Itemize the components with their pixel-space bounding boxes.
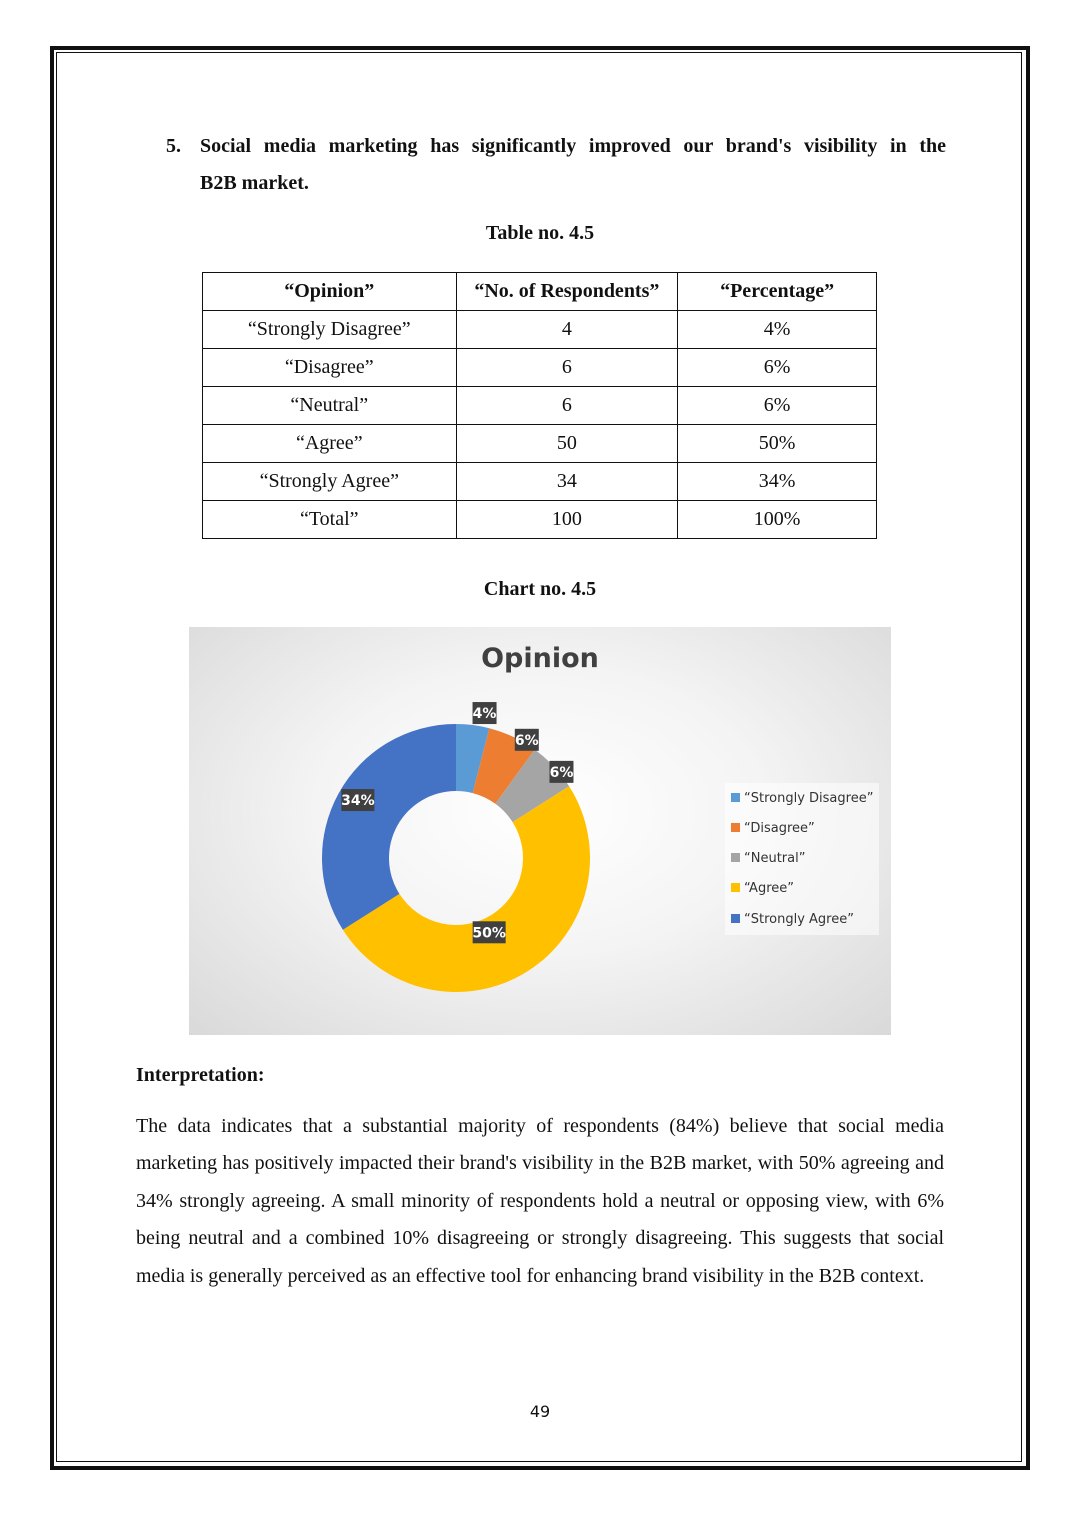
legend-swatch xyxy=(731,793,740,802)
doughnut-chart xyxy=(189,627,891,1035)
table-row xyxy=(203,501,877,539)
legend-item xyxy=(731,881,794,897)
table-row xyxy=(203,311,877,349)
legend-swatch xyxy=(731,823,740,832)
table-cell: 34 xyxy=(456,463,678,501)
data-label xyxy=(549,761,573,783)
table-header-cell: “Opinion” xyxy=(203,273,457,311)
table-cell: 6 xyxy=(456,387,678,425)
interpretation-body: The data indicates that a substantial majority of respondents (84%) believe that social media marketing has positively impacted their brand's visibility in the B2B market, with 50% agreeing and 34% strongly agreeing. A small minority of respondents hold a neutral or opposing view, with 6% being neutral and a combined 10% disagreeing or strongly disagreeing. This suggests that social media is generally perceived as an effective tool for enhancing brand visibility in the B2B context. xyxy=(136,1115,944,1287)
data-label xyxy=(515,729,539,751)
data-label-text: 6% xyxy=(514,732,539,749)
legend-label: “Agree” xyxy=(744,881,794,896)
table-header-cell: “Percentage” xyxy=(678,273,877,311)
data-label xyxy=(473,702,497,724)
legend-item xyxy=(731,851,805,867)
table-caption: Table no. 4.5 xyxy=(485,222,595,244)
page-number: 49 xyxy=(529,1402,551,1421)
table-cell: “Disagree” xyxy=(203,349,457,387)
table-cell: 100% xyxy=(678,501,877,539)
respondents-table xyxy=(202,272,877,539)
data-label-text: 34% xyxy=(341,793,375,810)
table-cell: “Strongly Agree” xyxy=(203,463,457,501)
legend-label: “Neutral” xyxy=(744,851,806,866)
table-cell: 100 xyxy=(456,501,678,539)
table-cell: 4 xyxy=(456,311,678,349)
table-row xyxy=(203,387,877,425)
table-header-row xyxy=(203,273,877,311)
table-cell: 6% xyxy=(678,387,877,425)
table-row xyxy=(203,349,877,387)
legend-item xyxy=(731,821,815,837)
doughnut-slice xyxy=(322,724,456,930)
table-cell: “Neutral” xyxy=(203,387,457,425)
legend-label: “Strongly Disagree” xyxy=(744,791,874,806)
data-label xyxy=(341,789,375,811)
legend-label: “Strongly Agree” xyxy=(744,912,854,927)
question-line-2: B2B market. xyxy=(200,172,309,194)
data-label xyxy=(472,921,506,943)
table-cell: “Agree” xyxy=(203,425,457,463)
table-row xyxy=(203,425,877,463)
table-cell: “Strongly Disagree” xyxy=(203,311,457,349)
legend-swatch xyxy=(731,883,740,892)
table-cell: 6% xyxy=(678,349,877,387)
chart-caption: Chart no. 4.5 xyxy=(483,578,597,600)
legend-item xyxy=(731,791,873,807)
table-header-cell: “No. of Respondents” xyxy=(456,273,678,311)
chart-title: Opinion xyxy=(481,643,599,674)
legend-label: “Disagree” xyxy=(744,821,815,836)
question-heading xyxy=(166,128,946,202)
data-label-text: 4% xyxy=(472,706,497,723)
interpretation-heading: Interpretation: xyxy=(136,1064,265,1086)
table-cell: “Total” xyxy=(203,501,457,539)
legend-item xyxy=(731,912,854,928)
data-label-text: 50% xyxy=(472,925,506,942)
question-number: 5. xyxy=(166,135,181,157)
table-cell: 4% xyxy=(678,311,877,349)
question-line-1: Social media marketing has significantly improved our brand's visibility in the xyxy=(200,135,946,157)
table-cell: 50 xyxy=(456,425,678,463)
table-cell: 6 xyxy=(456,349,678,387)
data-label-text: 6% xyxy=(549,764,574,781)
table-cell: 34% xyxy=(678,463,877,501)
table-row xyxy=(203,463,877,501)
legend-swatch xyxy=(731,853,740,862)
chart-legend xyxy=(725,783,879,935)
legend-swatch xyxy=(731,914,740,923)
table-cell: 50% xyxy=(678,425,877,463)
